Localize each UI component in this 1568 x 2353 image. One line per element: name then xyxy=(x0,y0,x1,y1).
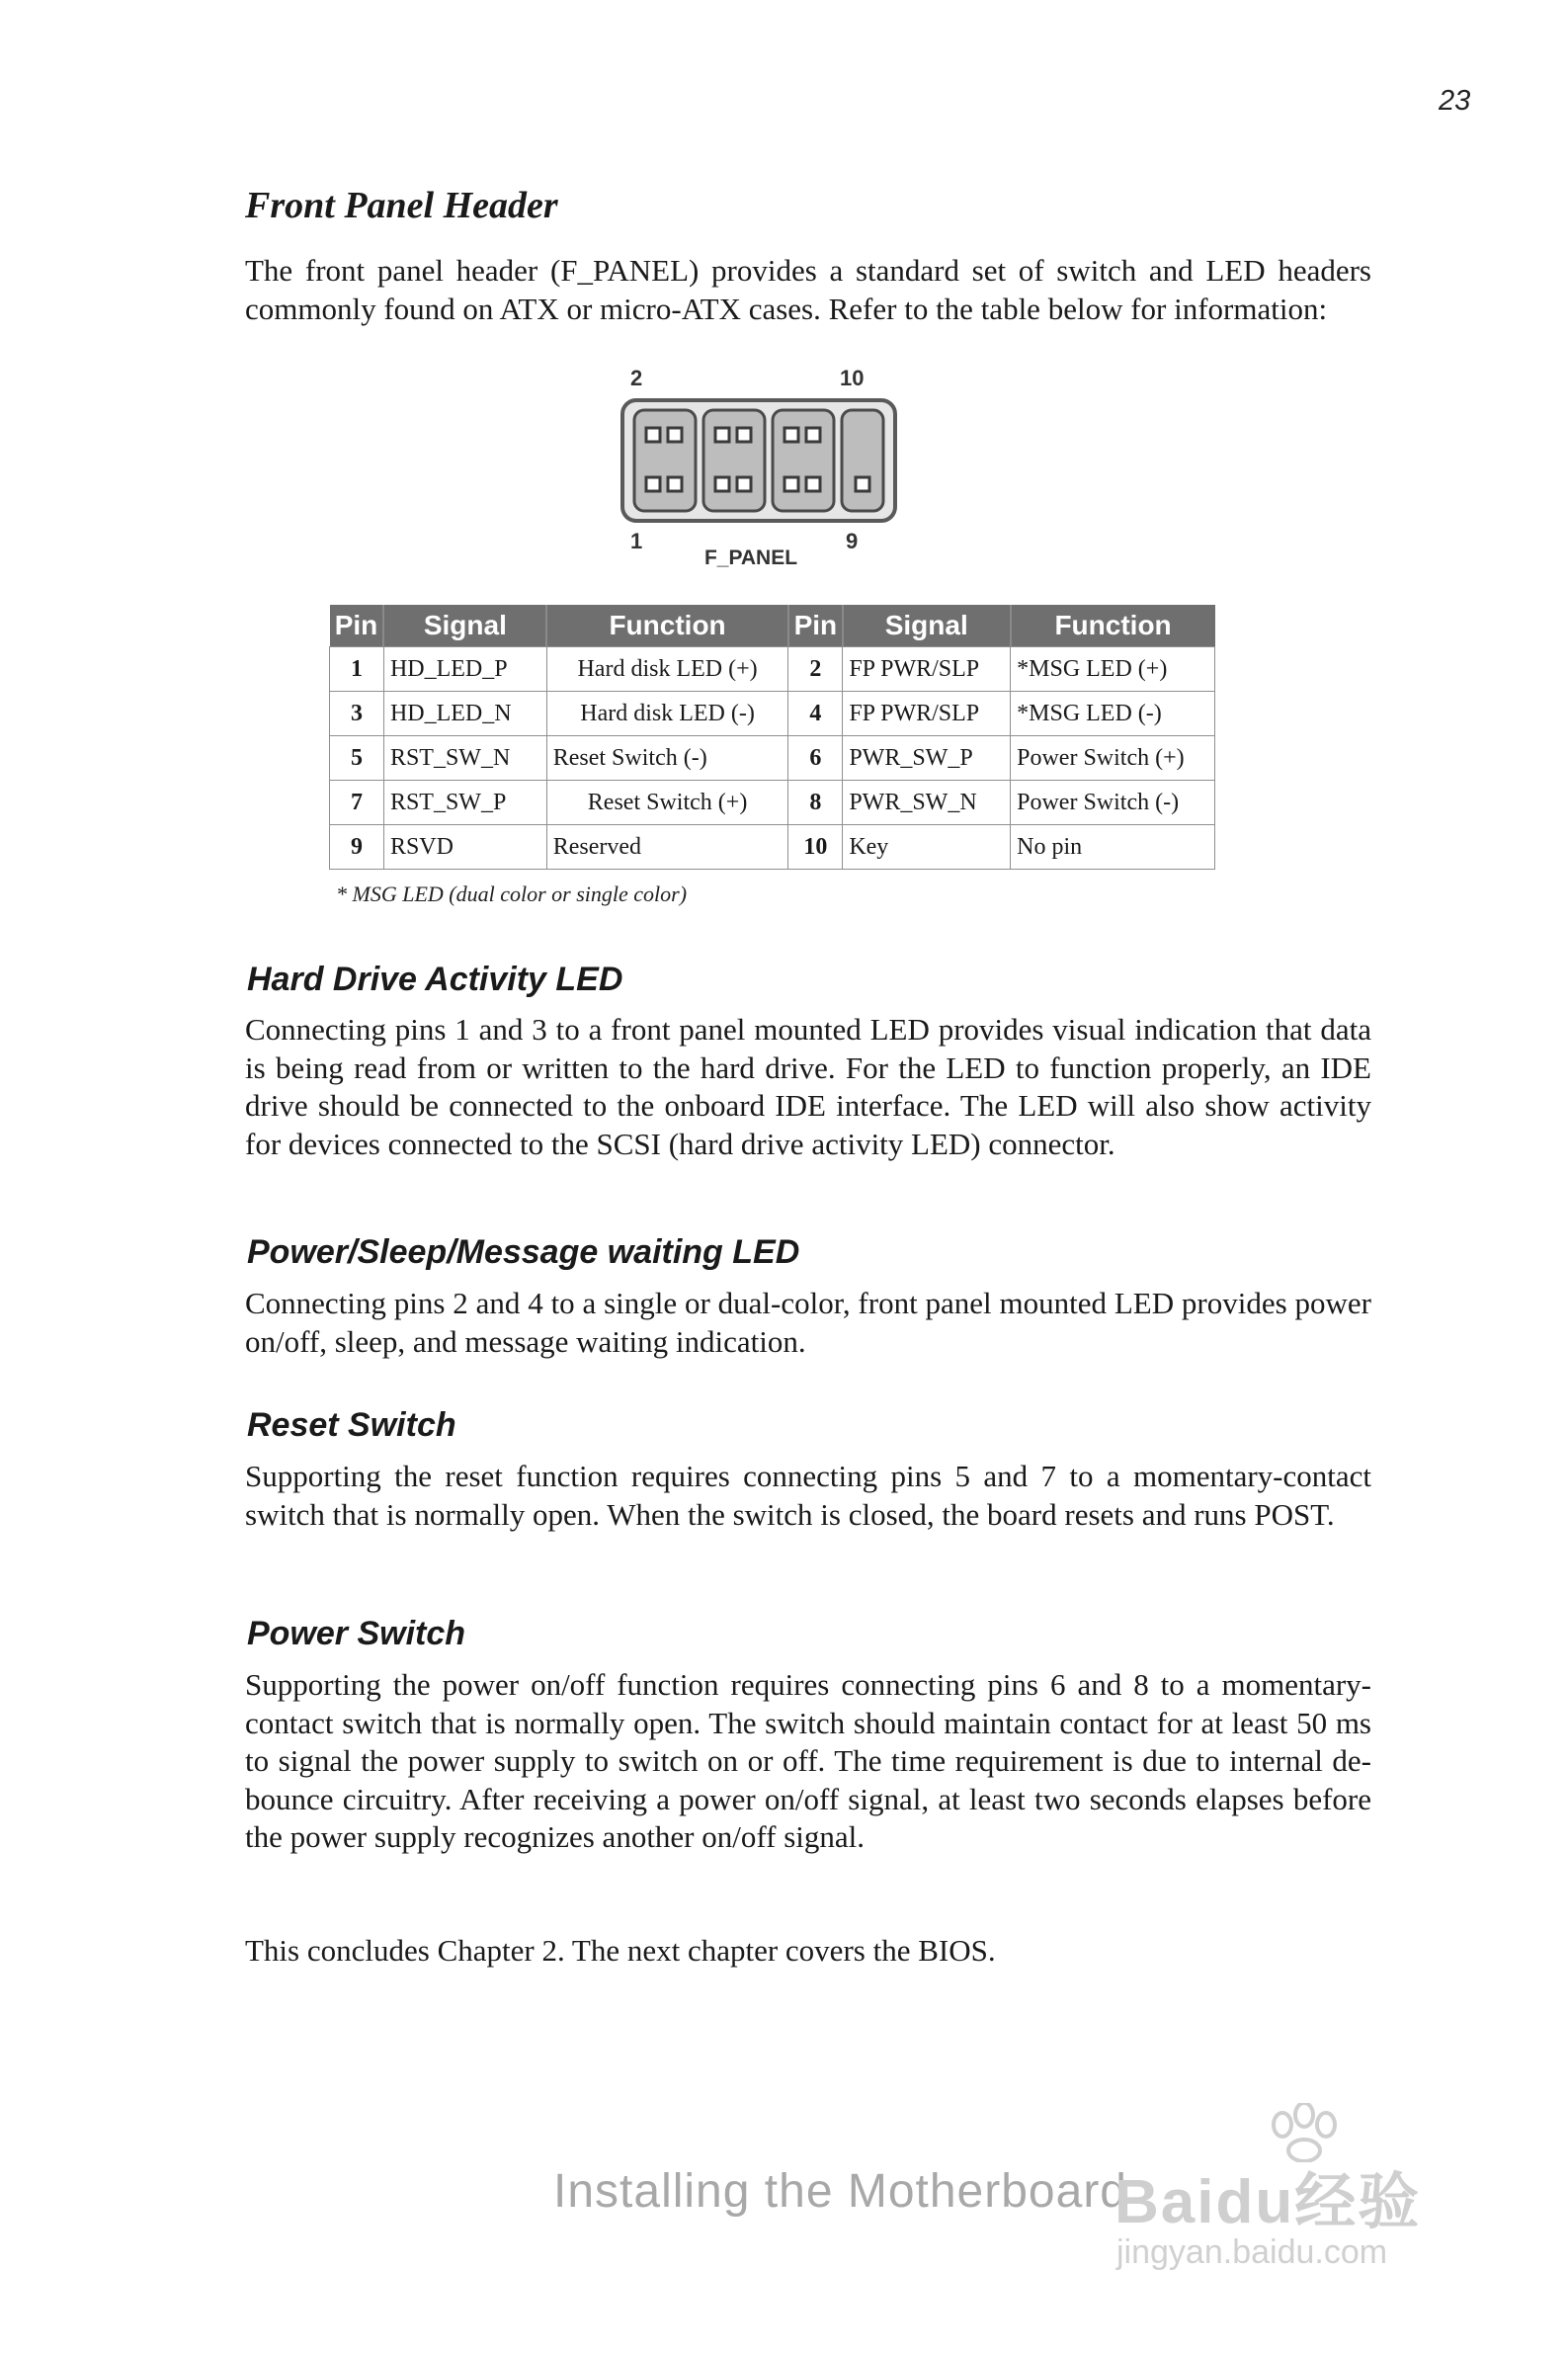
watermark-logo-text: Baidu经验 xyxy=(1114,2168,1422,2236)
pin-cell: 8 xyxy=(788,781,843,825)
pin-cell: 6 xyxy=(788,736,843,781)
pin-label-1: 1 xyxy=(630,529,643,553)
signal-cell: RST_SW_P xyxy=(383,781,546,825)
watermark-url: jingyan.baidu.com xyxy=(1116,2233,1388,2271)
pin-cells xyxy=(634,410,883,511)
pin-assignment-table xyxy=(329,605,1215,870)
pin-label-9: 9 xyxy=(846,529,859,553)
pin-cell: 2 xyxy=(788,647,843,692)
header-pin: Pin xyxy=(788,605,843,647)
baidu-watermark xyxy=(1105,2103,1480,2281)
header-function: Function xyxy=(1011,605,1215,647)
pin-label-2: 2 xyxy=(630,366,643,390)
signal-cell: HD_LED_N xyxy=(383,692,546,736)
pin-label-10: 10 xyxy=(840,366,865,390)
signal-cell: HD_LED_P xyxy=(383,647,546,692)
subsection-title-hdd-led: Hard Drive Activity LED xyxy=(247,961,623,998)
subsection-title-reset-switch: Reset Switch xyxy=(247,1406,456,1444)
function-cell: Reserved xyxy=(546,825,788,870)
pin-cell: 5 xyxy=(330,736,384,781)
signal-cell: RST_SW_N xyxy=(383,736,546,781)
function-cell: Reset Switch (+) xyxy=(546,781,788,825)
subsection-body-power-switch: Supporting the power on/off function requires connecting pins 6 and 8 to a momentary-contact switch that is normally open. The switch should maintain contact for at least 50 ms to signal the power supply to switch on or off. The time requirement is due to internal de-bounce circuitry. After receiving a power on/off signal, at least two seconds elapses before the power supply recognizes another on/off signal. xyxy=(245,1667,1371,1854)
table-header-row xyxy=(330,605,1215,647)
function-cell: Reset Switch (-) xyxy=(546,736,788,781)
pin-cell: 3 xyxy=(330,692,384,736)
function-cell: Power Switch (+) xyxy=(1011,736,1215,781)
pin-cell: 4 xyxy=(788,692,843,736)
f-panel-label: F_PANEL xyxy=(703,546,798,569)
section-title: Front Panel Header xyxy=(245,185,558,226)
intro-paragraph: The front panel header (F_PANEL) provides a standard set of switch and LED headers commonly found on ATX or micro-ATX cases. Refer to the table below for information: xyxy=(245,253,1371,326)
subsection-body-hdd-led: Connecting pins 1 and 3 to a front panel mounted LED provides visual indication that data is being read from or written to the hard drive. For the LED to function properly, an IDE drive should be connected to the onboard IDE interface. The LED will also show activity for devices connected to the SCSI (hard drive activity LED) connector. xyxy=(245,1012,1371,1161)
subsection-title-power-led: Power/Sleep/Message waiting LED xyxy=(247,1233,800,1271)
signal-cell: PWR_SW_P xyxy=(843,736,1011,781)
signal-cell: PWR_SW_N xyxy=(843,781,1011,825)
page-number: 23 xyxy=(1439,85,1471,117)
f-panel-header-diagram xyxy=(603,361,899,578)
subsection-body-reset-switch: Supporting the reset function requires connecting pins 5 and 7 to a momentary-contact switch that is normally open. When the switch is closed, the board resets and runs POST. xyxy=(245,1459,1371,1532)
function-cell: Hard disk LED (+) xyxy=(546,647,788,692)
table-footnote: * MSG LED (dual color or single color) xyxy=(336,882,688,906)
chapter-conclusion: This concludes Chapter 2. The next chapter covers the BIOS. xyxy=(245,1933,996,1968)
table-row xyxy=(330,736,1215,781)
table-row xyxy=(330,781,1215,825)
function-cell: Power Switch (-) xyxy=(1011,781,1215,825)
function-cell: No pin xyxy=(1011,825,1215,870)
function-cell: *MSG LED (+) xyxy=(1011,647,1215,692)
signal-cell: Key xyxy=(843,825,1011,870)
subsection-title-power-switch: Power Switch xyxy=(247,1615,466,1652)
footer-chapter-title: Installing the Motherboard xyxy=(553,2165,1127,2218)
header-function: Function xyxy=(546,605,788,647)
table-row xyxy=(330,825,1215,870)
function-cell: *MSG LED (-) xyxy=(1011,692,1215,736)
pin-cell: 10 xyxy=(788,825,843,870)
table-row xyxy=(330,692,1215,736)
table-row xyxy=(330,647,1215,692)
pin-cell: 9 xyxy=(330,825,384,870)
signal-cell: FP PWR/SLP xyxy=(843,647,1011,692)
function-cell: Hard disk LED (-) xyxy=(546,692,788,736)
header-pin: Pin xyxy=(330,605,384,647)
signal-cell: RSVD xyxy=(383,825,546,870)
pin-cell: 7 xyxy=(330,781,384,825)
header-signal: Signal xyxy=(383,605,546,647)
pin-cell: 1 xyxy=(330,647,384,692)
subsection-body-power-led: Connecting pins 2 and 4 to a single or dual-color, front panel mounted LED provides power on/off, sleep, and message waiting indication. xyxy=(245,1286,1371,1359)
signal-cell: FP PWR/SLP xyxy=(843,692,1011,736)
header-signal: Signal xyxy=(843,605,1011,647)
